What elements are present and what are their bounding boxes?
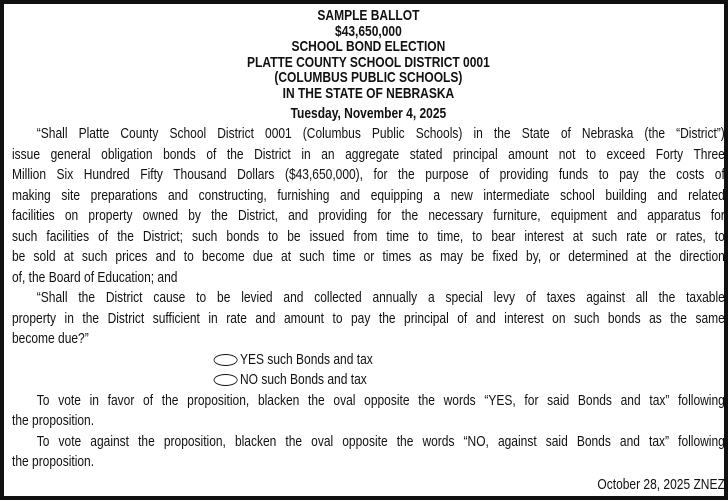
header-line: SCHOOL BOND ELECTION: [291, 38, 446, 55]
text-line: issue general obligation bonds of the District in an aggregate stated principal amount not to exceed Forty Three: [12, 145, 725, 163]
text-line: be sold at such prices and to become due at such time or times as may be fixed by, or determined at the direction: [12, 248, 725, 265]
option-yes[interactable]: [12, 350, 725, 371]
header-line: (COLUMBUS PUBLIC SCHOOLS): [274, 69, 463, 86]
text-line: making site preparations and constructing, furnishing and equipping a new intermediate school building and related: [12, 186, 725, 204]
text-line: the proposition.: [12, 453, 95, 470]
ballot-header: [12, 8, 725, 124]
text-line: facilities on property owned by the District, and providing for the necessary furniture, equipment and apparatus for: [12, 207, 725, 224]
oval-icon[interactable]: [214, 374, 238, 386]
option-no-label: NO such Bonds and tax: [240, 371, 367, 388]
proposition-paragraph-2: [12, 288, 725, 350]
oval-icon[interactable]: [214, 354, 238, 366]
proposition-paragraph-1: [12, 124, 725, 288]
option-yes-label: YES such Bonds and tax: [240, 350, 373, 368]
publication-date: October 28, 2025 ZNEZ: [597, 475, 725, 493]
text-line: “Shall Platte County School District 0001 (Columbus Public Schools) in the State of Nebraska (the “District”): [36, 125, 725, 142]
text-line: of, the Board of Education; and: [12, 268, 178, 286]
text-line: To vote in favor of the proposition, blacken the oval opposite the words “YES, for said Bonds and tax” following: [36, 391, 725, 409]
text-line: property in the District sufficient in rate and amount to pay the principal of and interest on such bonds as the same: [12, 309, 725, 327]
text-line: “Shall the District cause to be levied and collected annually a special levy of taxes against all the taxable: [36, 289, 725, 306]
header-line: $43,650,000: [335, 22, 402, 40]
header-line: SAMPLE BALLOT: [317, 7, 420, 24]
ballot-content: [12, 8, 725, 495]
instruction-yes: [12, 391, 725, 432]
text-line: become due?”: [12, 330, 89, 347]
text-line: To vote against the proposition, blacken the oval opposite the words “NO, against said Bonds and tax” following: [36, 432, 725, 450]
header-line: PLATTE COUNTY SCHOOL DISTRICT 0001: [247, 53, 490, 71]
text-line: Million Six Hundred Fifty Thousand Dollars ($43,650,000), for the purpose of providing funds to pay the costs of: [12, 166, 725, 183]
instruction-no: [12, 432, 725, 473]
text-line: such facilities of the District; such bonds to be issued from time to time, to bear interest at such rate or rates, to: [12, 227, 725, 245]
option-no[interactable]: [12, 370, 725, 391]
text-line: the proposition.: [12, 412, 95, 429]
header-line: IN THE STATE OF NEBRASKA: [282, 84, 455, 102]
election-date: Tuesday, November 4, 2025: [290, 105, 447, 122]
